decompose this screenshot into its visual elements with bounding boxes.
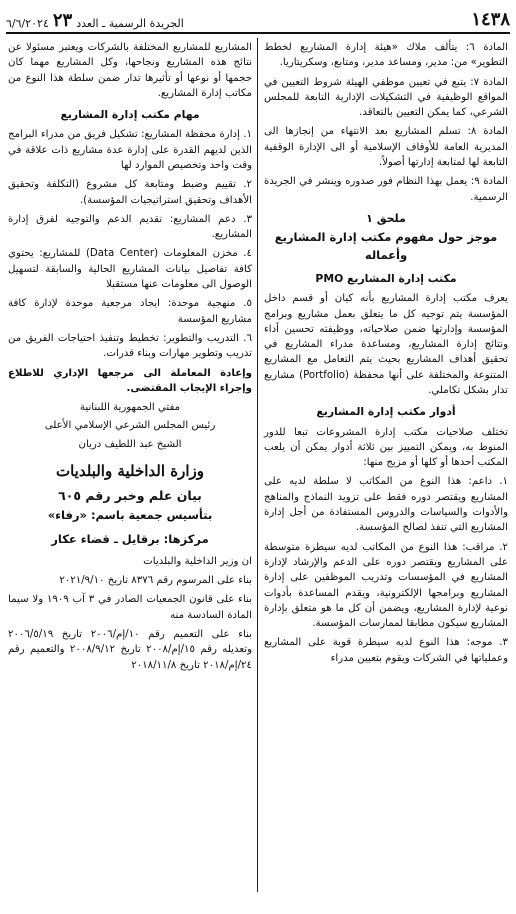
ministry-heading: وزارة الداخلية والبلديات bbox=[55, 462, 204, 481]
header-rule bbox=[6, 32, 510, 34]
task-support: ٣. دعم المشاريع: تقديم الدعم والتوجيه لفرق إدارة المشاريع. bbox=[8, 213, 252, 241]
column-divider bbox=[257, 38, 258, 892]
minister-line: ان وزير الداخلية والبلديات bbox=[143, 555, 252, 567]
gazette-title: الجريدة الرسمية ـ العدد bbox=[76, 17, 184, 30]
pmo-definition: يعرف مكتب إدارة المشاريع بأنه كيان أو قسم داخل المؤسسة يتم توجيه كل ما يتعلق بعمل مشاريع وبرامج المؤسسة وإدارتها ضمن صلاحياته، ووظيفته تحسين أداء ونتائج إدارة المشاريع، ومساعدة مدراء المشاريع في تحقيق أهداف المشاريع بحيث يتم التعامل مع المشاريع المتنوعة والمختلفة على أنها محفظة (Portfolio) مشاريع تدار بشكل تكاملي. bbox=[264, 293, 508, 397]
roles-heading: أدوار مكتب إدارة المشاريع bbox=[316, 405, 456, 419]
issue-date: ٦/٦/٢٠٢٤ bbox=[6, 17, 49, 30]
annex-heading: موجز حول مفهوم مكتب إدارة المشاريع وأعماله bbox=[274, 230, 498, 263]
article-7: المادة ٧: يتبع في تعيين موظفي الهيئة شروط التعيين في المواقع الوظيفية في التشكيلات الإدارية التابعة للمجلس الشرعي، كما يمكن التعيين بالتعاقد. bbox=[264, 76, 508, 119]
role-controlling: ٢. مراقب: هذا النوع من المكاتب لديه سيطرة متوسطة على المشاريع ويقتصر دوره على الدعم والإرشاد لإدارة المشاريع في المؤسسات وتدريب الموظفين على إدارة المشاريع وبرامجها الإلكترونية، ويقدم المساعدة بأدوات نوعية لإدارة المشاريع، ويضمن أن كل ما هو متعلق بإدارة المشاريع سيكون مطابقا لممارسات المؤسسة. bbox=[264, 541, 508, 630]
right-column bbox=[264, 40, 508, 670]
signature-title-council: رئيس المجلس الشرعي الإسلامي الأعلى bbox=[44, 420, 216, 432]
role-supportive: ١. داعم: هذا النوع من المكاتب لا سلطة لديه على المشاريع ويقتصر دوره فقط على تزويد النماذج والمناهج والأدوات والسياسات والدروس المستفادة من أجل إدارة المشاريع التي تنفذ لصالح المؤسسة. bbox=[264, 476, 508, 534]
page-header bbox=[6, 4, 510, 30]
statement-number: بيان علم وخبر رقم ٦٠٥ bbox=[58, 487, 202, 503]
signature-title-mufti: مفتي الجمهورية اللبنانية bbox=[79, 402, 181, 414]
signature-name: الشيخ عبد اللطيف دريان bbox=[78, 438, 182, 450]
association-name: بتأسيس جمعية باسم: «رفاء» bbox=[47, 508, 213, 523]
tasks-heading: مهام مكتب إدارة المشاريع bbox=[60, 108, 200, 122]
issue-number: ٢٣ bbox=[52, 10, 73, 31]
pmo-heading: مكتب إدارة المشاريع PMO bbox=[315, 272, 457, 286]
article-8: المادة ٨: تسلم المشاريع بعد الانتهاء من إنجازها الى المديرية العامة للأوقاف الإسلامية أو الى الإدارة الوقفية التابعة لها لمتابعة إدارتها أصولاً. bbox=[264, 126, 508, 169]
legal-basis-circulars: بناء على التعميم رقم ١٠/إم/٢٠٠٦ تاريخ ٢٠٠٦/٥/١٩ وتعديله رقم ١٥/إم/٢٠٠٨ تاريخ ٢٠٠٨/٩/١٢ والتعميم رقم ٢٤/إم/٢٠١٨ تاريخ ٢٠١٨/١١/٨ bbox=[8, 628, 253, 671]
role-directive-continued: المشاريع للمشاريع المختلفة بالشركات ويعتبر مسئولا عن نتائج هذه المشاريع ونجاحها، وكل المشاريع مهما كان حجمها أو نوعها أو تأثيرها تدار ضمن سلطة هذا النوع من مكاتب إدارة المشاريع. bbox=[8, 42, 252, 99]
legal-basis-decree: بناء على المرسوم رقم ٨٣٧٦ تاريخ ٢٠٢١/٩/١٠ bbox=[59, 575, 252, 587]
roles-intro: تختلف صلاحيات مكتب إدارة المشروعات تبعا للدور المنوط به، ويمكن التمييز بين ثلاثة أدوار يمكن أن يلعب المكتب أحدها أو كلها أو مزيج منها: bbox=[264, 426, 508, 469]
task-evaluation: ٢. تقييم وضبط ومتابعة كل مشروع (التكلفة وتحقيق الأهداف وتحقيق استراتيجيات المؤسسة). bbox=[8, 179, 252, 206]
task-data-center: ٤. مخزن المعلومات (Data Center) للمشاريع: يحتوي كافة تفاصيل بيانات المشاريع الحالية والسابقة لتسهيل الوصول الى معلومات عنها مستقبلا bbox=[8, 248, 252, 291]
page-number: ١٤٣٨ bbox=[471, 9, 510, 30]
task-training: ٦. التدريب والتطوير: تخطيط وتنفيذ احتياجات الفريق من تدريب وتطوير مهارات وبناء قدرات. bbox=[8, 332, 252, 360]
article-9: المادة ٩: يعمل بهذا النظام فور صدوره وينشر في الجريدة الرسمية. bbox=[264, 176, 508, 203]
closing-clause: وإعادة المعاملة الى مرجعها الإداري للاطلاع وإجراء الإيجاب المقتضى. bbox=[8, 367, 252, 394]
annex-title: ملحق ١ bbox=[366, 211, 406, 225]
article-6: المادة ٦: يتألف ملاك «هيئة إدارة المشاريع لخطط التطوير» من: مدير، ومساعد مدير، ومتابع، وسكريتاريا. bbox=[264, 42, 508, 69]
task-portfolio: ١. إدارة محفظة المشاريع: تشكيل فريق من مدراء البرامج الذين لديهم القدرة على إدارة عدة مشاريع ذات علاقة في وقت واحد وتخصيص الموارد لها bbox=[8, 129, 252, 171]
task-methodology: ٥. منهجية موحدة: ايجاد مرجعية موحدة لإدارة كافة مشاريع المؤسسة bbox=[8, 298, 252, 325]
legal-basis-law: بناء على قانون الجمعيات الصادر في ٣ آب ١٩٠٩ ولا سيما المادة السادسة منه bbox=[8, 594, 252, 621]
role-directive: ٣. موجه: هذا النوع لديه سيطرة قوية على المشاريع وعملياتها في الشركات ويقوم بتعيين مدراء bbox=[264, 637, 508, 664]
left-column bbox=[8, 40, 252, 677]
gazette-masthead bbox=[6, 12, 184, 30]
association-location: مركزها: برقايل ـ قضاء عكار bbox=[51, 531, 209, 546]
